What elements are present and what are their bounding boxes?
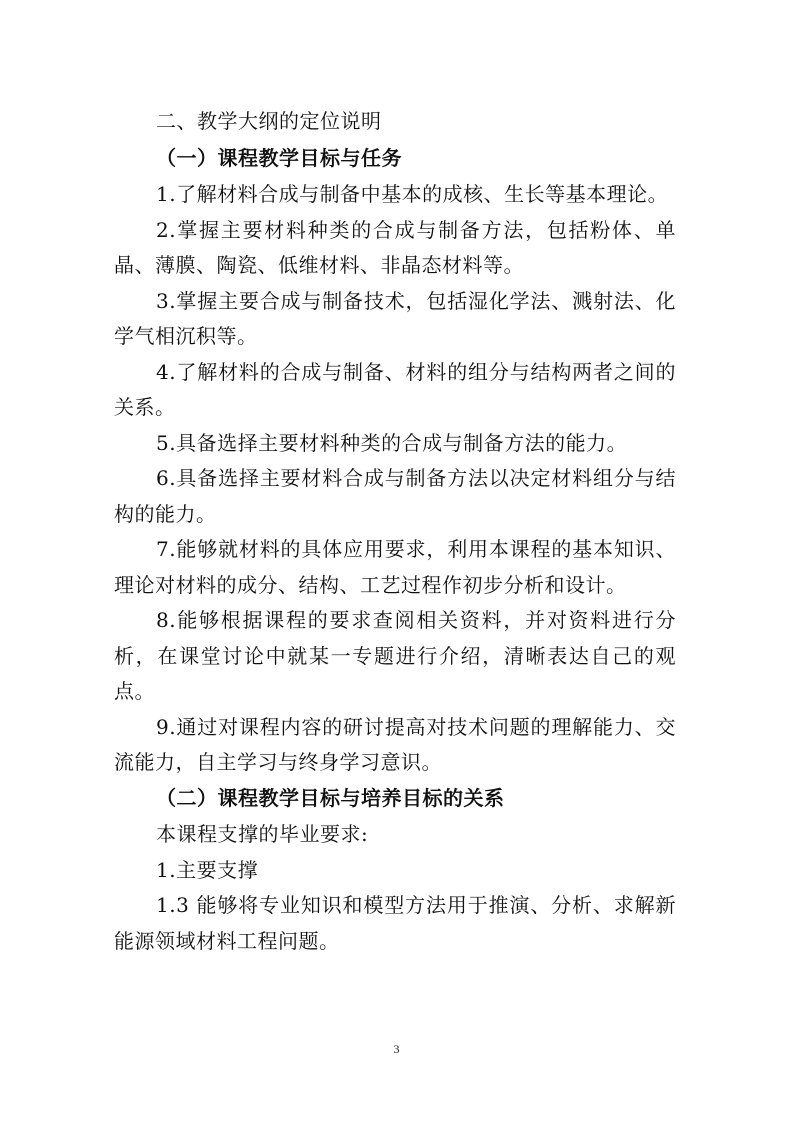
page-content — [114, 104, 676, 959]
objective-item-2: 2.掌握主要材料种类的合成与制备方法，包括粉体、单晶、薄膜、陶瓷、低维材料、非晶态材料等。 — [114, 217, 676, 277]
objective-item-6: 6.具备选择主要材料合成与制备方法以决定材料组分与结构的能力。 — [114, 466, 676, 526]
objective-item-3: 3.掌握主要合成与制备技术，包括湿化学法、溅射法、化学气相沉积等。 — [114, 288, 676, 348]
page-number: 3 — [393, 1042, 400, 1056]
objective-item-9: 9.通过对课程内容的研讨提高对技术问题的理解能力、交流能力，自主学习与终身学习意识。 — [114, 714, 676, 774]
requirement-item-1-3: 1.3 能够将专业知识和模型方法用于推演、分析、求解新能源领域材料工程问题。 — [114, 893, 676, 953]
section-heading: 二、教学大纲的定位说明 — [156, 109, 382, 133]
objective-item-1: 1.了解材料合成与制备中基本的成核、生长等基本理论。 — [156, 182, 669, 206]
requirements-intro: 本课程支撑的毕业要求: — [156, 822, 369, 846]
subsection-title-relation: （二）课程教学目标与培养目标的关系 — [156, 785, 505, 810]
objective-item-8: 8.能够根据课程的要求查阅相关资料，并对资料进行分析，在课堂讨论中就某一专题进行介绍，清晰表达自己的观点。 — [114, 608, 676, 703]
subsection-title-objectives: （一）课程教学目标与任务 — [156, 145, 402, 170]
primary-support-label: 1.主要支撑 — [156, 857, 259, 882]
objective-item-5: 5.具备选择主要材料种类的合成与制备方法的能力。 — [156, 430, 628, 455]
objective-item-7: 7.能够就材料的具体应用要求，利用本课程的基本知识、理论对材料的成分、结构、工艺过程作初步分析和设计。 — [114, 537, 676, 597]
objective-item-4: 4.了解材料的合成与制备、材料的组分与结构两者之间的关系。 — [114, 359, 676, 419]
